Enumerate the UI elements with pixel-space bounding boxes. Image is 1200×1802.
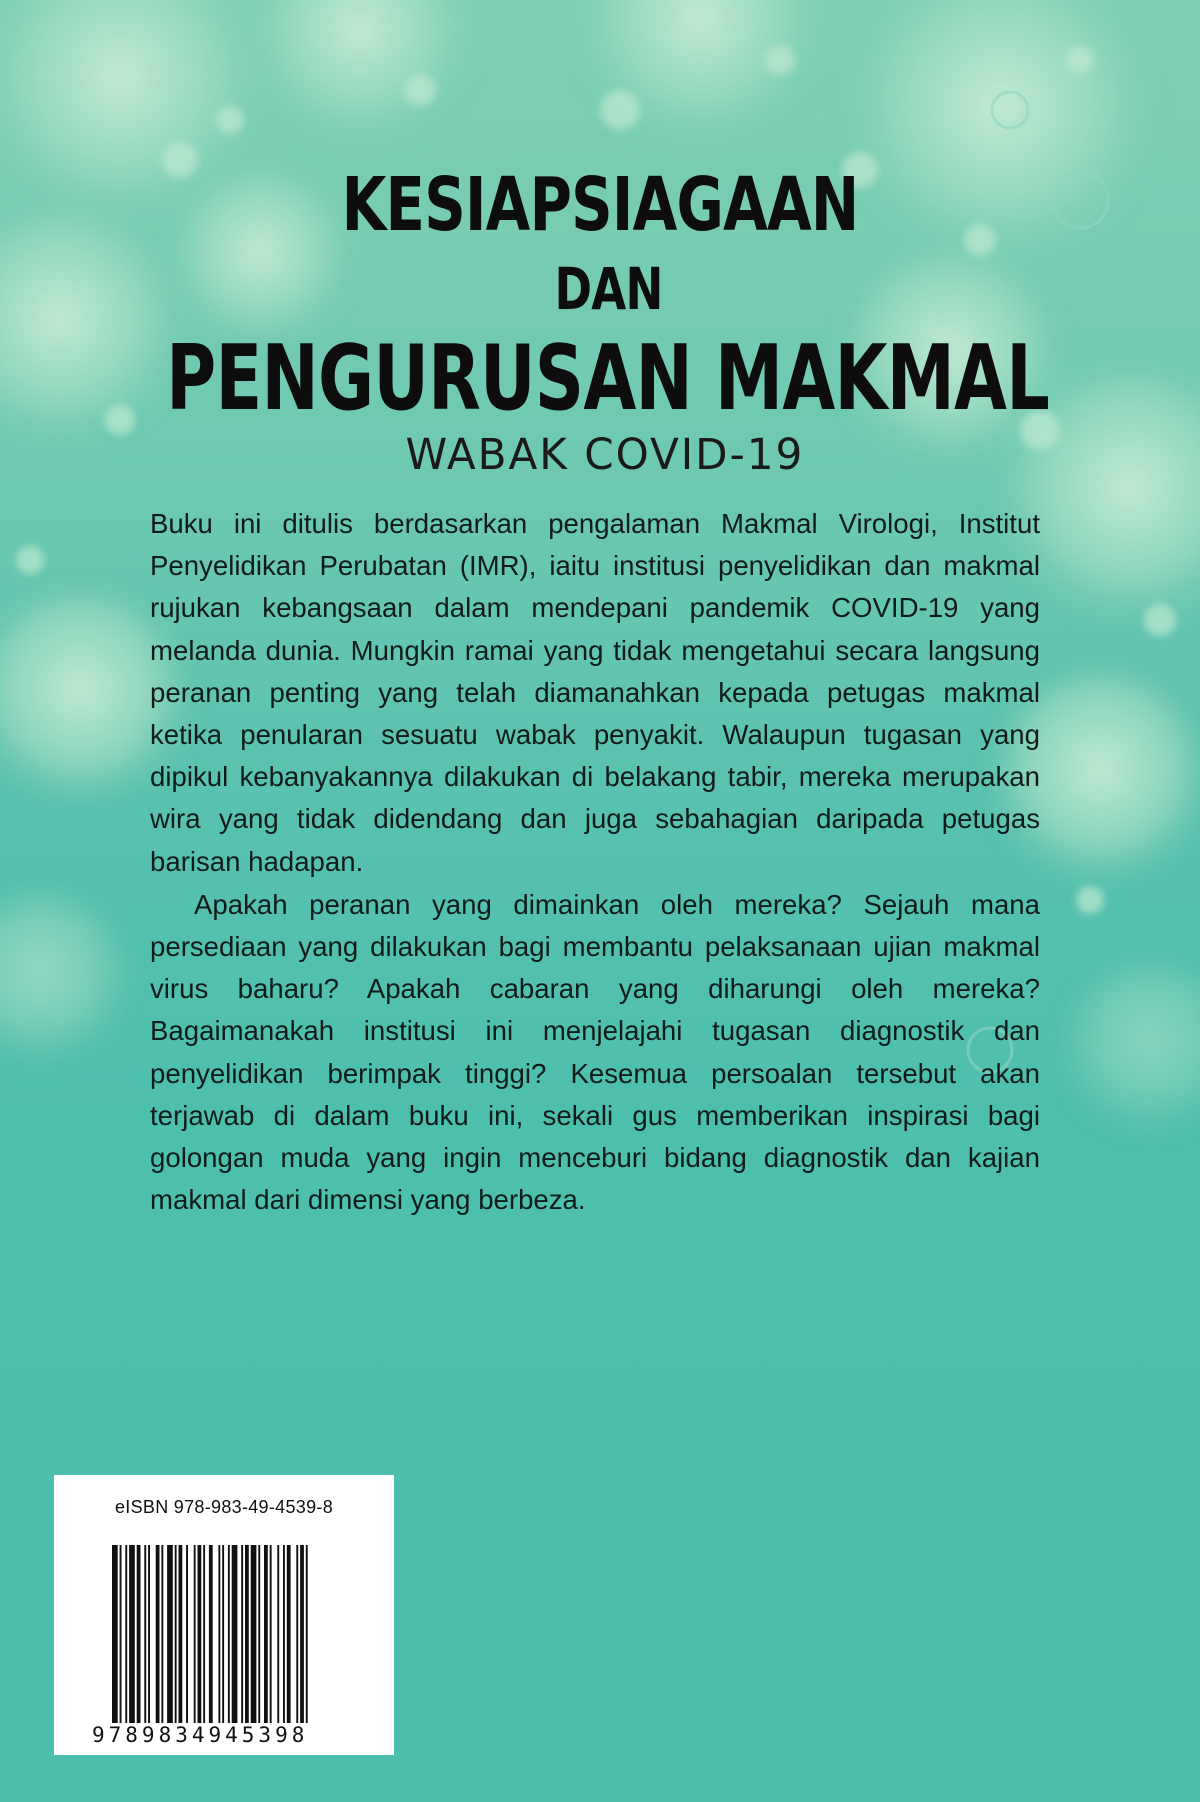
title-line-1: KESIAPSIAGAAN <box>341 162 859 248</box>
barcode-bar <box>300 1545 304 1735</box>
barcode-bar <box>179 1545 183 1735</box>
synopsis-paragraph-2: Apakah peranan yang dimainkan oleh mereka? Sejauh mana persediaan yang dilakukan bagi membantu pelaksanaan ujian makmal virus baharu? Apakah cabaran yang diharungi oleh mereka? Bagaimanakah institusi ini menjelajahi tugasan diagnostik dan penyelidikan berimpak tinggi? Kesemua persoalan tersebut akan terjawab di dalam buku ini, sekali gus memberikan inspirasi bagi golongan muda yang ingin menceburi bidang diagnostik dan kajian makmal dari dimensi yang berbeza. <box>150 888 1040 1216</box>
synopsis-paragraph-1: Buku ini ditulis berdasarkan pengalaman Makmal Virologi, Institut Penyelidikan Perubatan (IMR), iaitu institusi penyelidikan dan makmal rujukan kebangsaan dalam mendepani pandemik COVID-19 yang melanda dunia. Mungkin ramai yang tidak mengetahui secara langsung peranan penting yang telah diamanahkan kepada petugas makmal ketika penularan sesuatu wabak penyakit. Walaupun tugasan yang dipikul kebanyakannya dilakukan di belakang tabir, mereka merupakan wira yang tidak didendang dan juga sebahagian daripada petugas barisan hadapan. <box>150 508 1040 877</box>
barcode-bar <box>194 1545 196 1735</box>
barcode-bar <box>258 1545 260 1735</box>
barcode-bar <box>156 1545 160 1735</box>
barcode-bar <box>270 1545 272 1735</box>
barcode-bar <box>228 1545 230 1735</box>
barcode-bar <box>283 1545 285 1735</box>
barcode-digits: 9789834945398 <box>92 1723 382 1747</box>
barcode-icon <box>110 1545 360 1735</box>
barcode-bar <box>277 1545 279 1735</box>
title-line-2: DAN <box>554 255 663 323</box>
barcode-bar <box>203 1545 205 1735</box>
barcode-bar <box>186 1545 188 1735</box>
barcode-bar <box>232 1545 238 1735</box>
barcode-bar <box>264 1545 268 1735</box>
title-line-3: PENGURUSAN MAKMAL <box>166 326 1050 431</box>
subtitle: WABAK COVID-19 <box>405 430 805 480</box>
barcode-bar <box>198 1545 202 1735</box>
barcode-bar <box>175 1545 177 1735</box>
barcode-bar <box>245 1545 249 1735</box>
barcode-bar <box>222 1545 224 1735</box>
barcode-bar <box>167 1545 173 1735</box>
barcode-bar <box>251 1545 257 1735</box>
barcode-bar <box>296 1545 298 1735</box>
barcode-bar <box>112 1545 118 1735</box>
barcode-bar <box>218 1545 220 1735</box>
barcode-bar <box>125 1545 127 1735</box>
barcode-bar <box>306 1545 308 1735</box>
barcode-bar <box>120 1545 122 1735</box>
isbn-barcode-box <box>54 1475 394 1755</box>
barcode-bar <box>209 1545 213 1735</box>
isbn-label: eISBN 978-983-49-4539-8 <box>114 1497 334 1517</box>
barcode-bar <box>148 1545 150 1735</box>
barcode-bar <box>144 1545 146 1735</box>
book-synopsis <box>150 503 1040 1221</box>
barcode-bar <box>287 1545 291 1735</box>
barcode-bar <box>129 1545 135 1735</box>
barcode-bar <box>137 1545 141 1735</box>
barcode-bar <box>241 1545 243 1735</box>
barcode-bar <box>161 1545 163 1735</box>
